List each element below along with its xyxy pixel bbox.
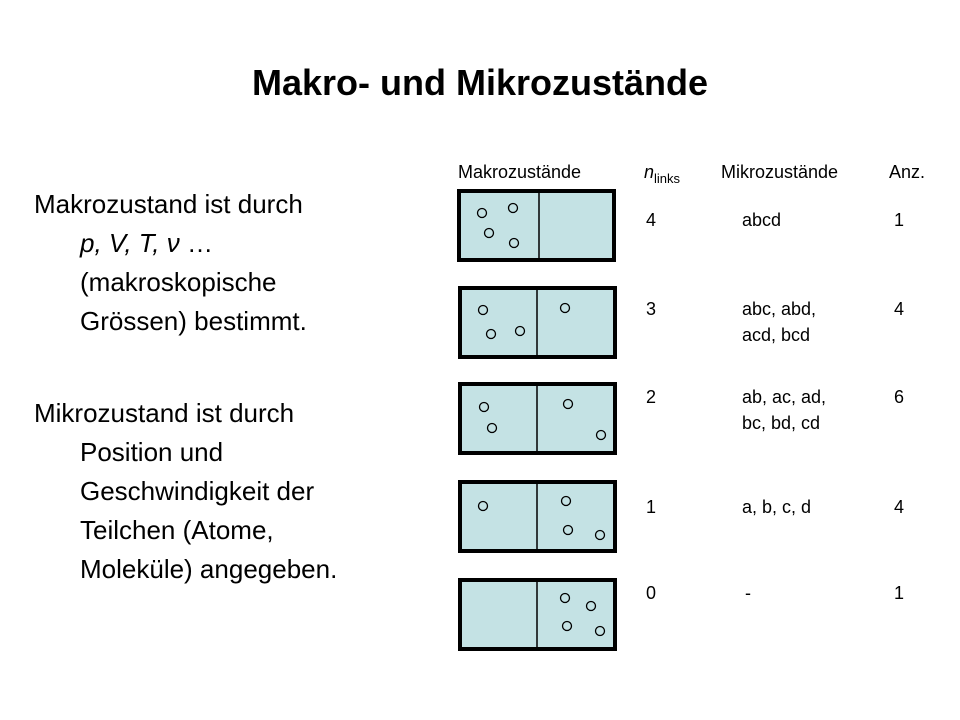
header-n: n [644,162,655,182]
box-row-0 [460,578,615,651]
header-n-sub: links [654,171,681,186]
makro-line-1: Makrozustand ist durch [34,189,303,219]
row-count: 6 [894,387,905,407]
mikro-line-5: Moleküle) angegeben. [80,554,338,584]
mikro-line-1: Mikrozustand ist durch [34,398,295,428]
row-microstates: abc, abd, [742,299,817,319]
row-count: 1 [894,583,905,603]
makro-line-4: Grössen) bestimmt. [80,306,307,336]
header-anzahl: Anz. [889,162,926,182]
page-title: Makro- und Mikrozustände [251,62,709,103]
nu-symbol: ν [166,228,180,258]
row-n-value: 4 [646,210,657,230]
row-microstates-cont: acd, bcd [742,325,811,345]
row-n-value: 2 [646,387,657,407]
row-n-value: 3 [646,299,657,319]
box-row-1 [460,480,615,553]
row-microstates: abcd [742,210,782,230]
mikro-line-4: Teilchen (Atome, [80,515,274,545]
row-n-value: 1 [646,497,657,517]
row-microstates: ab, ac, ad, [742,387,827,407]
makro-line-3: (makroskopische [80,267,277,297]
header-mikrozustaende: Mikrozustände [721,162,839,182]
state-variables: p, V, T, [80,228,160,258]
row-count: 4 [894,497,905,517]
box-row-2 [460,382,615,455]
mikro-line-3: Geschwindigkeit der [80,476,315,506]
box-row-3 [460,286,615,359]
box-row-4 [459,189,614,262]
row-microstates: a, b, c, d [742,497,812,517]
row-microstates-cont: bc, bd, cd [742,413,821,433]
row-microstates: - [745,583,751,603]
row-count: 4 [894,299,905,319]
row-n-value: 0 [646,583,657,603]
row-count: 1 [894,210,905,230]
ellipsis: … [179,228,213,258]
header-makrozustaende: Makrozustände [458,162,582,182]
mikro-line-2: Position und [80,437,224,467]
